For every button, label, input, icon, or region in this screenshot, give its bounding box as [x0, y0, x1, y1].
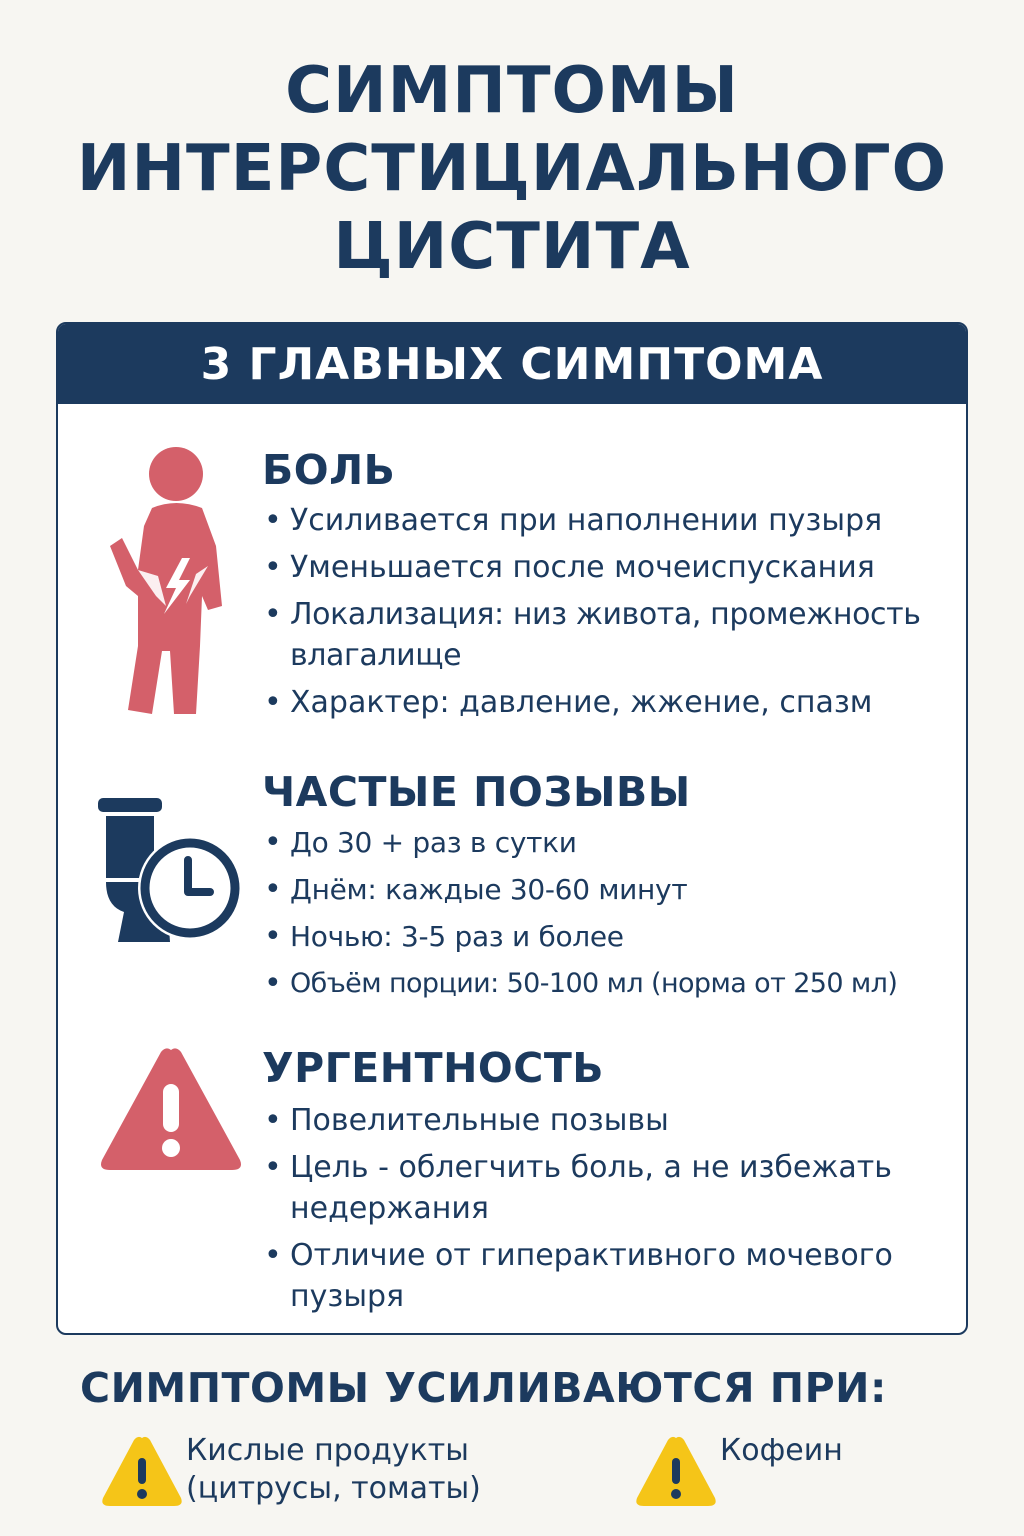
- list-item: • Цель - облегчить боль, а не избежать недержания: [264, 1147, 924, 1229]
- page-title-line-2: ИНТЕРСТИЦИАЛЬНОГО: [76, 132, 948, 206]
- list-item: • Объём порции: 50-100 мл (норма от 250 мл): [264, 963, 964, 1004]
- warning-icon: [100, 1434, 184, 1510]
- warning-triangle-icon: [98, 1044, 244, 1174]
- list-item: • Днём: каждые 30-60 минут: [264, 869, 964, 910]
- section-frequency-title: ЧАСТЫЕ ПОЗЫВЫ: [262, 768, 691, 816]
- warning-icon: [634, 1434, 718, 1510]
- card-header: 3 ГЛАВНЫХ СИМПТОМА: [58, 324, 966, 404]
- person-pain-icon: [104, 446, 224, 716]
- trigger-acidic-food: [100, 1432, 481, 1510]
- triggers-title: СИМПТОМЫ УСИЛИВАЮТСЯ ПРИ:: [80, 1364, 887, 1412]
- main-symptoms-card: [56, 322, 968, 1335]
- list-item: • До 30 + раз в сутки: [264, 822, 964, 863]
- list-item: • Повелительные позывы: [264, 1100, 924, 1141]
- page-title: [0, 52, 1024, 286]
- trigger-caffeine: [634, 1432, 843, 1510]
- page-title-line-3: ЦИСТИТА: [333, 210, 691, 284]
- list-item: • Локализация: низ живота, промежность влагалище: [264, 594, 944, 676]
- trigger-acidic-food-line-1: Кислые продукты: [186, 1433, 469, 1468]
- toilet-clock-icon: [96, 794, 246, 946]
- list-item: • Отличие от гиперактивного мочевого пузыря: [264, 1235, 924, 1317]
- list-item: • Характер: давление, жжение, спазм: [264, 682, 964, 723]
- list-item: • Ночью: 3-5 раз и более: [264, 916, 964, 957]
- page-title-line-1: СИМПТОМЫ: [285, 54, 739, 128]
- section-pain-bullets: [264, 500, 964, 729]
- section-pain-title: БОЛЬ: [262, 446, 396, 494]
- section-urgency-title: УРГЕНТНОСТЬ: [262, 1044, 605, 1092]
- section-frequency-bullets: [264, 822, 964, 1010]
- list-item: • Усиливается при наполнении пузыря: [264, 500, 964, 541]
- trigger-caffeine-line-1: Кофеин: [720, 1433, 843, 1468]
- section-urgency-bullets: [264, 1100, 924, 1323]
- list-item: • Уменьшается после мочеиспускания: [264, 547, 964, 588]
- trigger-acidic-food-line-2: (цитрусы, томаты): [186, 1471, 481, 1506]
